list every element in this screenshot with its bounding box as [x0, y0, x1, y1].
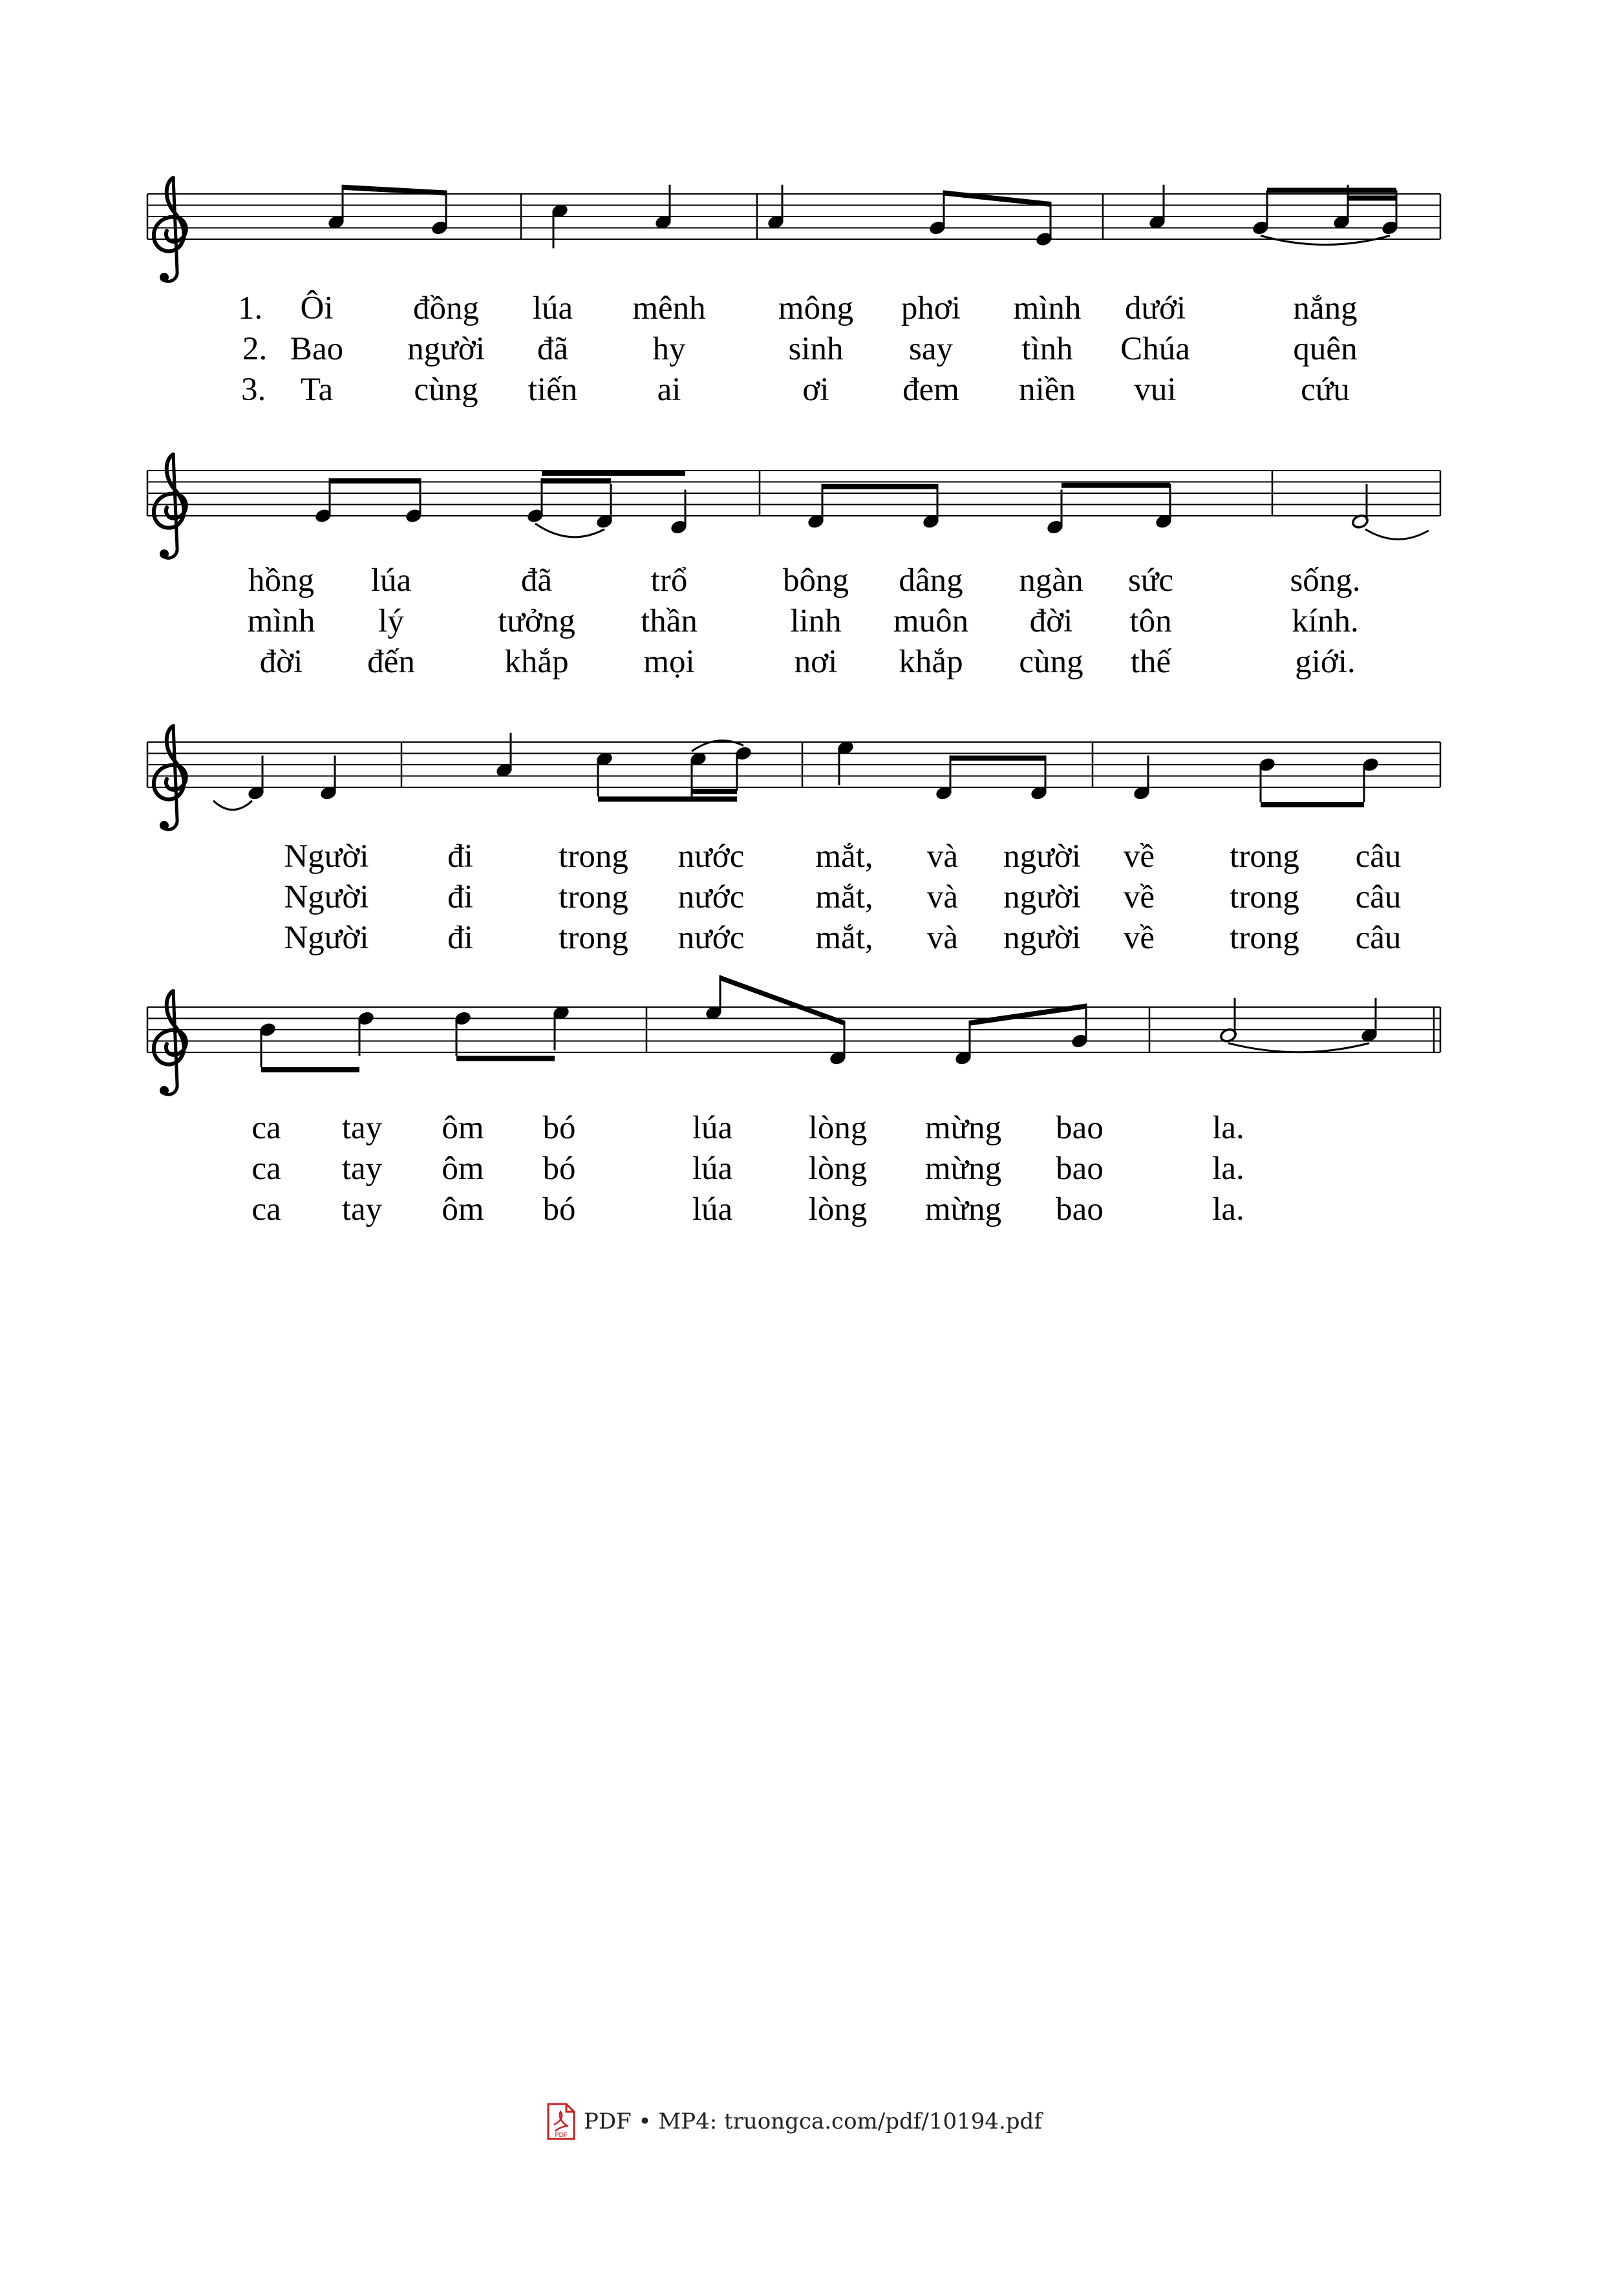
verse-number: 1. [238, 290, 263, 326]
lyric-syllable: lúa [532, 290, 573, 326]
lyric-syllable: niền [1019, 372, 1076, 408]
lyric-syllable: bao [1056, 1151, 1104, 1187]
lyric-syllable: mênh [632, 290, 706, 326]
lyric-syllable: và [926, 879, 959, 915]
lyric-syllable: ôm [442, 1191, 484, 1228]
lyric-syllable: ngàn [1019, 562, 1083, 599]
lyric-syllable: mừng [924, 1110, 1002, 1146]
lyric-syllable: ca [251, 1151, 281, 1187]
lyric-syllable: bó [542, 1191, 576, 1228]
lyric-syllable: sống. [1290, 562, 1361, 599]
beam [1267, 188, 1396, 193]
lyric-syllable: lòng [808, 1191, 868, 1228]
lyric-syllable: la. [1212, 1110, 1244, 1146]
lyric-syllable: nước [677, 920, 745, 956]
lyric-syllable: mừng [924, 1151, 1002, 1187]
lyric-syllable: đã [537, 331, 569, 367]
lyric-syllable: lòng [808, 1151, 868, 1187]
lyric-syllable: Chúa [1120, 331, 1190, 367]
beam [950, 756, 1045, 761]
lyric-syllable: và [926, 920, 959, 956]
lyric-syllable: về [1123, 879, 1155, 915]
lyric-syllable: trong [559, 879, 628, 915]
lyric-syllable: và [926, 838, 959, 875]
lyric-syllable: sinh [788, 331, 844, 367]
lyric-syllable: tay [341, 1151, 383, 1187]
lyric-syllable: lúa [370, 562, 412, 599]
lyric-syllable: dâng [899, 562, 963, 599]
lyric-syllable: người [1003, 879, 1081, 915]
lyric-syllable: lúa [692, 1191, 733, 1228]
tie-slur [1228, 1043, 1369, 1052]
lyric-syllable: mình [247, 603, 315, 639]
lyric-syllable: mình [1013, 290, 1082, 326]
lyric-syllable: tôn [1129, 603, 1172, 639]
lyric-syllable: tiến [528, 372, 578, 408]
lyric-syllable: khắp [504, 644, 569, 680]
beam [542, 471, 685, 476]
lyric-syllable: linh [790, 603, 842, 639]
lyric-syllable: Người [284, 920, 369, 956]
lyric-syllable: người [1003, 838, 1081, 875]
lyric-syllable: tay [341, 1191, 383, 1228]
lyric-syllable: thần [641, 603, 698, 639]
lyric-syllable: tay [341, 1110, 383, 1146]
lyric-syllable: dưới [1124, 290, 1186, 326]
lyric-syllable: Người [284, 879, 369, 915]
lyric-syllable: trong [559, 838, 628, 875]
beam [598, 796, 737, 802]
lyric-syllable: lý [378, 603, 404, 639]
beam [330, 478, 420, 484]
lyric-syllable: ai [657, 372, 681, 408]
beam [944, 191, 1051, 207]
lyric-syllable: cùng [414, 372, 478, 408]
lyric-syllable: Ôi [300, 290, 334, 326]
lyric-syllable: đi [447, 879, 473, 915]
lyric-syllable: ca [251, 1110, 281, 1146]
lyric-syllable: mông [778, 290, 854, 326]
lyric-syllable: đồng [413, 290, 479, 326]
tie-slur [1365, 529, 1429, 540]
lyric-syllable: ôm [442, 1110, 484, 1146]
verse-number: 2. [242, 331, 268, 367]
lyric-syllable: thế [1130, 644, 1171, 680]
lyric-syllable: phơi [901, 290, 961, 326]
lyric-syllable: đã [520, 562, 553, 599]
lyric-syllable: nắng [1293, 290, 1358, 326]
lyric-syllable: vui [1134, 372, 1177, 408]
lyric-syllable: trong [1230, 879, 1299, 915]
footer [546, 2102, 1042, 2141]
lyric-syllable: đi [447, 838, 473, 875]
lyric-syllable: trong [1230, 920, 1299, 956]
footer-link-text[interactable]: PDF • MP4: truongca.com/pdf/10194.pdf [584, 2109, 1042, 2134]
lyric-syllable: người [1003, 920, 1081, 956]
lyric-syllable: kính. [1292, 603, 1359, 639]
lyric-syllable: trong [559, 920, 628, 956]
beam [1261, 802, 1364, 807]
lyric-syllable: giới. [1295, 644, 1356, 680]
lyric-syllable: đi [447, 920, 473, 956]
lyric-syllable: say [909, 331, 953, 367]
lyric-syllable: tình [1021, 331, 1073, 367]
lyric-syllable: ơi [802, 372, 829, 408]
lyric-syllable: đến [367, 644, 415, 680]
lyric-syllable: câu [1355, 838, 1402, 875]
lyric-syllable: khắp [899, 644, 963, 680]
lyric-syllable: bao [1056, 1191, 1104, 1228]
lyric-syllable: ca [251, 1191, 281, 1228]
beam [456, 1056, 555, 1061]
lyric-syllable: lòng [808, 1110, 868, 1146]
lyric-syllable: la. [1212, 1191, 1244, 1228]
lyric-syllable: nơi [794, 644, 838, 680]
lyric-syllable: mọi [643, 644, 695, 680]
lyric-syllable: lúa [692, 1110, 733, 1146]
tie-slur [1261, 236, 1390, 245]
beam [1061, 483, 1170, 488]
lyric-syllable: la. [1212, 1151, 1244, 1187]
lyric-syllable: đem [902, 372, 959, 408]
verse-number: 3. [241, 372, 266, 408]
lyric-syllable: bó [542, 1110, 576, 1146]
lyric-syllable: bông [783, 562, 849, 599]
beam [261, 1067, 359, 1072]
beam [1348, 196, 1396, 201]
beam [822, 484, 937, 489]
tie-slur [213, 801, 252, 810]
lyric-syllable: muôn [893, 603, 969, 639]
lyric-syllable: nước [677, 838, 745, 875]
lyric-syllable: Ta [300, 372, 334, 408]
lyric-syllable: hồng [248, 562, 314, 599]
lyric-syllable: mắt, [815, 838, 873, 875]
lyric-syllable: sức [1127, 562, 1174, 599]
lyric-syllable: câu [1355, 879, 1402, 915]
lyric-syllable: người [407, 331, 485, 367]
lyric-syllable: đời [1029, 603, 1073, 639]
pdf-icon [546, 2103, 576, 2140]
lyric-syllable: đời [259, 644, 303, 680]
lyric-syllable: trổ [650, 562, 688, 599]
lyric-syllable: Bao [290, 331, 344, 367]
lyric-syllable: mắt, [815, 879, 873, 915]
lyric-syllable: cứu [1301, 372, 1350, 408]
lyric-syllable: tưởng [498, 603, 575, 639]
lyric-syllable: câu [1355, 920, 1402, 956]
lyric-syllable: về [1123, 838, 1155, 875]
lyric-syllable: Người [284, 838, 369, 875]
lyric-syllable: về [1123, 920, 1155, 956]
lyric-syllable: ôm [442, 1151, 484, 1187]
svg-text:PDF: PDF [555, 2132, 568, 2139]
lyric-syllable: bao [1056, 1110, 1104, 1146]
lyric-syllable: mắt, [815, 920, 873, 956]
lyric-syllable: cùng [1019, 644, 1083, 680]
lyric-syllable: quên [1293, 331, 1358, 367]
lyric-syllable: hy [652, 331, 686, 367]
lyric-syllable: lúa [692, 1151, 733, 1187]
beam [692, 789, 737, 794]
tie-slur [535, 524, 604, 537]
beam [542, 478, 611, 484]
lyric-syllable: bó [542, 1151, 576, 1187]
lyric-syllable: mừng [924, 1191, 1002, 1228]
lyric-syllable: nước [677, 879, 745, 915]
lyric-syllable: trong [1230, 838, 1299, 875]
